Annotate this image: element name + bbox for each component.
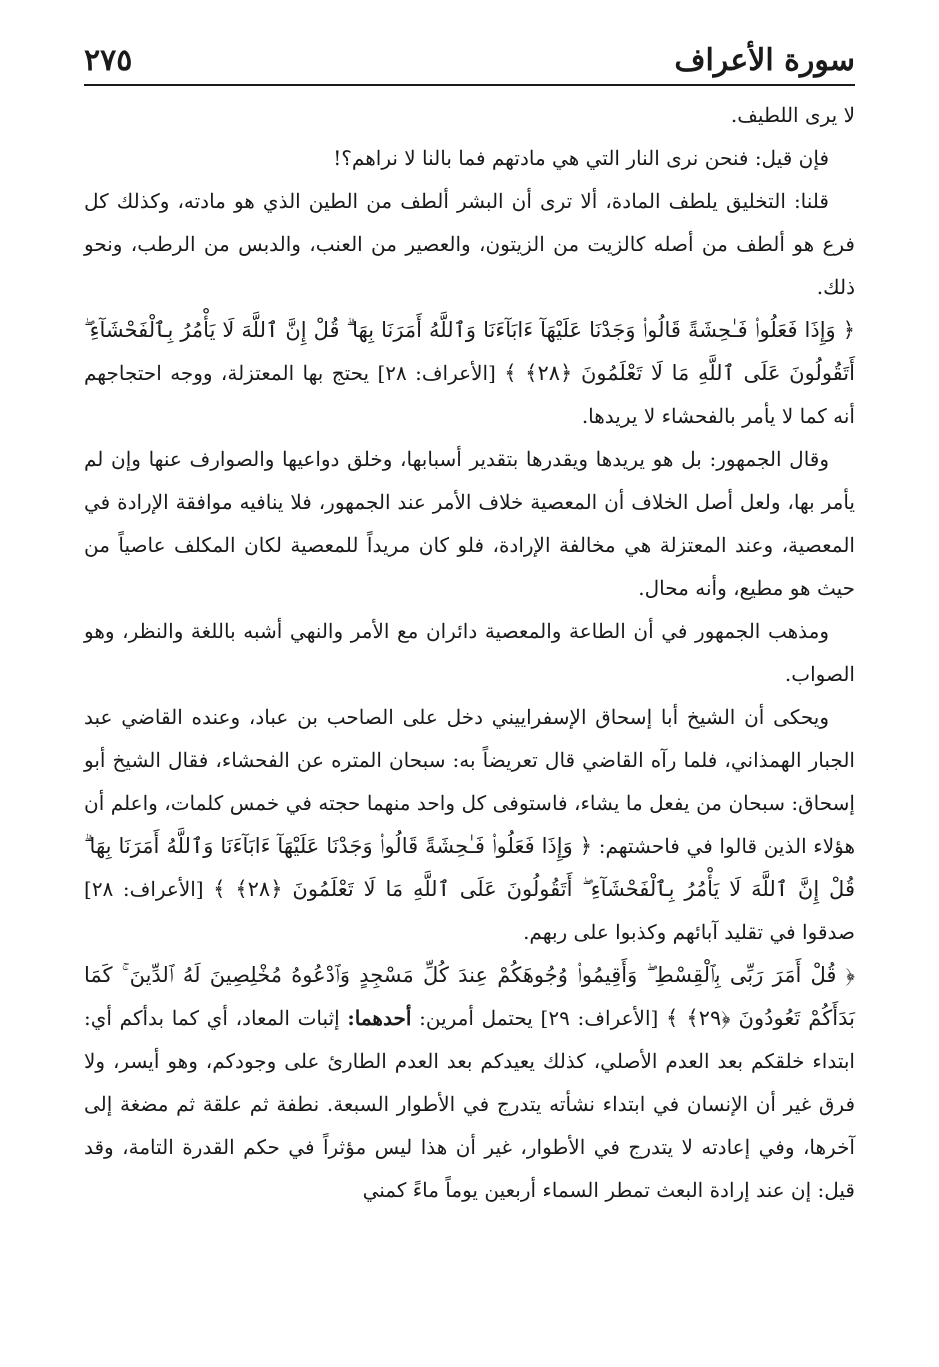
paragraph-p4 <box>84 309 855 438</box>
body-text: لا يرى اللطيف. <box>730 103 855 127</box>
paragraph-p1 <box>84 94 855 137</box>
paragraph-p8 <box>84 954 855 1212</box>
page-number: ٢٧٥ <box>84 43 133 78</box>
body-text: [الأعراف: ٢٩] يحتمل أمرين: <box>411 1006 667 1030</box>
body-text: ويحكى أن الشيخ أبا إسحاق الإسفراييني دخل على الصاحب بن عباد، وعنده القاضي عبد الجبار الهمذاني، فلما رآه القاضي قال تعريضاً به: سبحان المتره عن الفحشاء، فقال الشيخ أبو إسحاق: سبحان من يفعل ما يشاء، فاستوفى كل واحد منهما حجته في خمس كلمات، واعلم أن هؤلاء الذين قالوا في فاحشتهم: <box>84 705 855 858</box>
body-text: وقال الجمهور: بل هو يريدها ويقدرها بتقدير أسبابها، وخلق دواعيها والصوارف عنها وإن لم يأمر بها، ولعل أصل الخلاف أن المعصية خلاف الأمر عند الجمهور، فلا ينافيه موافقة الإرادة في المعصية، وعند المعتزلة هي مخالفة الإرادة، فلو كان مريداً للمعصية لكان المكلف عاصياً من حيث هو مطيع، وأنه محال. <box>84 447 855 600</box>
paragraph-p6 <box>84 610 855 696</box>
paragraph-p5 <box>84 438 855 610</box>
quran-verse: ﴿ وَإِذَا فَعَلُوا۟ فَـٰحِشَةً قَالُوا۟ وَجَدْنَا عَلَيْهَآ ءَابَآءَنَا وَٱللَّهُ أَمَرَنَا بِهَا ۗ قُلْ إِنَّ ٱللَّهَ لَا يَأْمُرُ بِٱلْفَحْشَآءِ ۖ أَتَقُولُونَ عَلَى ٱللَّهِ مَا لَا تَعْلَمُونَ ﴿٢٨﴾ ﴾ <box>84 318 855 385</box>
quran-verse: ﴿ وَإِذَا فَعَلُوا۟ فَـٰحِشَةً قَالُوا۟ وَجَدْنَا عَلَيْهَآ ءَابَآءَنَا وَٱللَّهُ أَمَرَنَا بِهَا ۗ قُلْ إِنَّ ٱللَّهَ لَا يَأْمُرُ بِٱلْفَحْشَآءِ ۖ أَتَقُولُونَ عَلَى ٱللَّهِ مَا لَا تَعْلَمُونَ ﴿٢٨﴾ ﴾ <box>84 834 855 901</box>
body-text: [الأعراف: ٢٨] صدقوا في تقليد آبائهم وكذبوا على ربهم. <box>84 877 855 944</box>
paragraph-p3 <box>84 180 855 309</box>
body-text: ومذهب الجمهور في أن الطاعة والمعصية دائران مع الأمر والنهي أشبه باللغة والنظر، وهو الصواب. <box>84 619 855 686</box>
paragraph-p2 <box>84 137 855 180</box>
page-header <box>84 30 855 86</box>
body-text: قلنا: التخليق يلطف المادة، ألا ترى أن البشر ألطف من الطين الذي هو مادته، وكذلك كل فرع هو ألطف من أصله كالزيت من الزيتون، والعصير من العنب، والدبس من الرطب، ونحو ذلك. <box>84 189 855 299</box>
surah-title: سورة الأعراف <box>674 43 855 78</box>
body-text: فإن قيل: فنحن نرى النار التي هي مادتهم فما بالنا لا نراهم؟! <box>333 146 829 170</box>
quran-verse: ﴿ قُلْ أَمَرَ رَبِّى بِٱلْقِسْطِ ۖ وَأَقِيمُوا۟ وُجُوهَكُمْ عِندَ كُلِّ مَسْجِدٍ وَٱدْعُوهُ مُخْلِصِينَ لَهُ ٱلدِّينَ ۚ كَمَا بَدَأَكُمْ تَعُودُونَ ﴿٢٩﴾ ﴾ <box>84 963 855 1030</box>
body-text: [الأعراف: ٢٨] يحتج بها المعتزلة، ووجه احتجاجهم أنه كما لا يأمر بالفحشاء لا يريدها. <box>84 361 855 428</box>
body-text: إثبات المعاد، أي كما بدأكم أي: ابتداء خلقكم بعد العدم الأصلي، كذلك يعيدكم بعد العدم الطارئ على وجودكم، وهو أيسر، ولا فرق غير أن الإنسان في ابتداء نشأته يتدرج في الأطوار السبعة. نطفة ثم علقة ثم مضغة إلى آخرها، وفي إعادته لا يتدرج في الأطوار، غير أن هذا ليس مؤثراً في حكم القدرة التامة، وقد قيل: إن عند إرادة البعث تمطر السماء أربعين يوماً ماءً كمني <box>84 1006 855 1202</box>
page-body <box>84 94 855 1212</box>
bold-term: أحدهما: <box>347 1006 412 1030</box>
paragraph-p7 <box>84 696 855 954</box>
